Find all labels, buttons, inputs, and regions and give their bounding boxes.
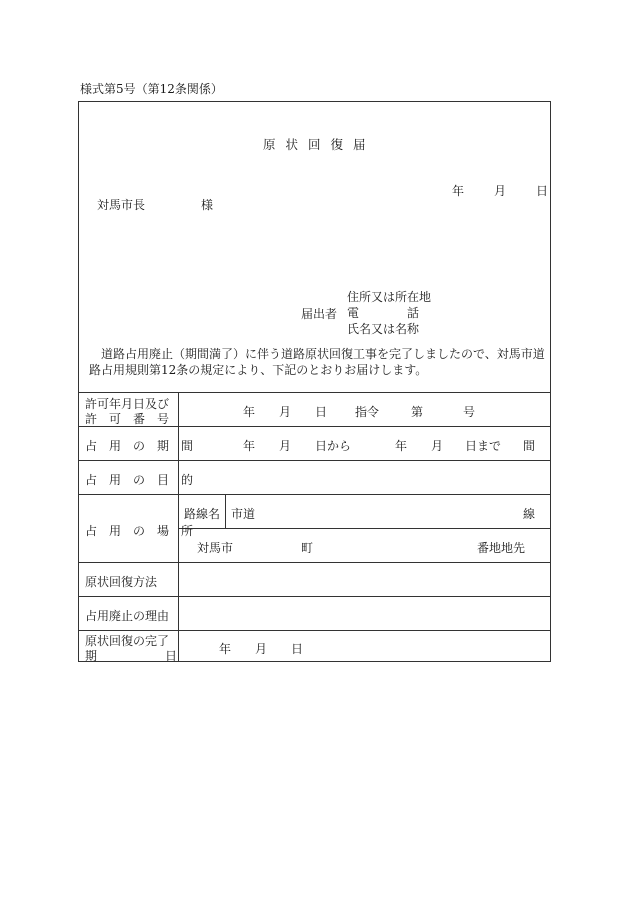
completion-year: 年 [219, 642, 232, 656]
row-rule [79, 460, 550, 461]
permit-dai: 第 [411, 405, 424, 419]
form-number: 様式第5号（第12条関係） [80, 82, 223, 96]
completion-label-period: 期 [85, 649, 98, 663]
period-month-from: 月 [279, 439, 292, 453]
line-suffix: 線 [523, 507, 536, 521]
addressee [97, 196, 213, 213]
permit-day: 日 [315, 405, 328, 419]
period-span: 間 [523, 439, 536, 453]
row-rule [79, 562, 550, 563]
completion-label-line1: 原状回復の完了 [85, 634, 170, 648]
location-inner-rule [178, 528, 551, 529]
row-rule [79, 596, 550, 597]
applicant-phone-label: 電 話 [347, 306, 420, 320]
addressee-name: 対馬市長 [97, 198, 146, 212]
applicant-address-label: 住所又は所在地 [347, 290, 432, 304]
row-rule [79, 494, 550, 495]
permit-go: 号 [463, 405, 476, 419]
purpose-label: 占 用 の 目 的 [85, 473, 194, 487]
date-year: 年 [452, 184, 465, 198]
method-label: 原状回復方法 [85, 575, 158, 589]
row-rule [79, 630, 550, 631]
completion-label-day: 日 [165, 649, 178, 663]
applicant-label: 届出者 [301, 307, 338, 321]
permit-year: 年 [243, 405, 256, 419]
lot-label: 番地地先 [477, 541, 526, 555]
date-month: 月 [494, 184, 507, 198]
route-label-divider [225, 495, 226, 528]
route-name-label: 路線名 [184, 507, 221, 521]
permit-label-line1: 許可年月日及び [85, 397, 170, 411]
period-year-to: 年 [395, 439, 408, 453]
submission-date [452, 182, 548, 199]
city-label: 対馬市 [197, 541, 234, 555]
period-day-to: 日まで [465, 439, 502, 453]
notice-text: 道路占用廃止（期間満了）に伴う道路原状回復工事を完了しましたので、対馬市道路占用規則第12条の規定により、下記のとおりお届けします。 [89, 347, 545, 377]
form-title: 原状回復届 [263, 137, 376, 152]
applicant-name-label: 氏名又は名称 [347, 322, 420, 336]
permit-order: 指令 [355, 405, 380, 419]
date-day: 日 [536, 184, 549, 198]
period-year-from: 年 [243, 439, 256, 453]
town-label: 町 [301, 541, 314, 555]
permit-label-line2: 許 可 番 号 [85, 412, 170, 426]
period-label: 占 用 の 期 間 [85, 439, 194, 453]
reason-label: 占用廃止の理由 [85, 609, 170, 623]
addressee-honorific: 様 [201, 198, 214, 212]
city-road-label: 市道 [231, 507, 256, 521]
table-top-rule [79, 392, 550, 393]
permit-month: 月 [279, 405, 292, 419]
location-label: 占 用 の 場 所 [85, 524, 194, 538]
completion-day: 日 [291, 642, 304, 656]
period-day-from: 日から [315, 439, 352, 453]
completion-month: 月 [255, 642, 268, 656]
form-frame [78, 101, 551, 662]
period-month-to: 月 [431, 439, 444, 453]
